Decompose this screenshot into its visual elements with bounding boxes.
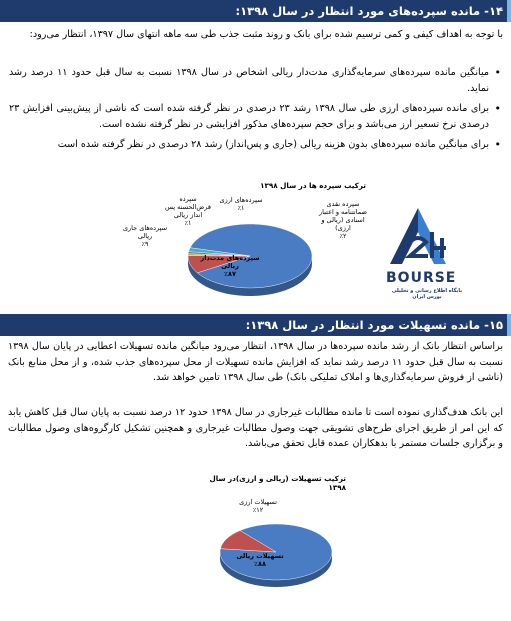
section-15-paragraph-1: براساس انتظار بانک از رشد مانده سپرده‌ها در سال ۱۳۹۸، انتظار می‌رود میانگین مانده تسهیلات اعطایی در پایان سال ۱۳۹۸ نسبت به سال قبل حدود ۱۱ درصد رشد نماید که افزایش مانده تسهیلات از محل سپرده‌های جذب شده، و از محل منابع بانک (ناشی از فروش سرمایه‌گذاری‌ها و املاک تملیکی بانک) طی سال ۱۳۹۸ تامین خواهد شد. <box>8 341 504 383</box>
label-cash-guarantee: سپرده نقدی ضمانتنامه و اعتبار اسنادی (ریالی و ارزی) ٪۲ <box>319 200 367 240</box>
header-accent <box>507 0 511 22</box>
label-fx-deposits: سپرده‌های ارزی ٪۱ <box>219 196 263 212</box>
bullet-item: • برای مانده سپرده‌های ارزی طی سال ۱۳۹۸ رشد ۲۳ درصدی در نظر گرفته شده است که ناشی از پیش‌بینی افزایش ۲۳ درصدی نرخ تسعیر ارز می‌باشد و برای حجم سپرده‌های مذکور افزایشی در نظر گرفته نشده است. <box>9 101 489 132</box>
facilities-pie-chart <box>190 472 350 610</box>
chart-2-title: ترکیب تسهیلات (ریالی و ارزی)در سال ۱۳۹۸ <box>209 474 346 492</box>
section-14-intro: با توجه به اهداف کیفی و کمی ترسیم شده برای بانک و روند مثبت جذب طی سه ماهه انتهای سال ۱۳۹۷، انتظار می‌رود: <box>29 29 503 40</box>
logo-name: BOURSE <box>386 270 457 286</box>
logo-tagline: پایگاه اطلاع رسانی و تحلیلی بورس ایران <box>391 288 463 300</box>
label-fx-facilities: تسهیلات ارزی ٪۱۲ <box>239 498 277 514</box>
label-current-deposits: سپرده‌های جاری ریالی ٪۹ <box>122 224 168 248</box>
chart-1-title: ترکیب سپرده ها در سال ۱۳۹۸ <box>260 181 366 190</box>
section-15-header <box>0 314 511 336</box>
label-term-deposits: سپرده‌های مدت‌دار ریالی ٪۸۷ <box>200 254 260 278</box>
section-15-paragraph-2: این بانک هدف‌گذاری نموده است تا مانده مطالبات غیرجاری در سال ۱۳۹۸ حدود ۱۲ درصد نسبت به پایان سال قبل کاهش یابد که این امر از طریق اجرای طرح‌های تشویقی جهت وصول مطالبات غیرجاری و همچنین تشکیل کارگروه‌های وصول مطالبات و برگزاری جلسات مستمر با بدهکاران عمده قابل تحقق می‌باشد. <box>8 407 503 449</box>
section-14-header <box>0 0 511 22</box>
bullet-item: • میانگین مانده سپرده‌های سرمایه‌گذاری مدت‌دار ریالی اشخاص در سال ۱۳۹۸ نسبت به سال قبل حدود ۱۱ درصد رشد نماید. <box>9 65 489 96</box>
header-accent <box>507 314 511 336</box>
label-rial-facilities: تسهیلات ریالی ٪۸۸ <box>236 552 284 568</box>
section-14-title: ۱۴- مانده سپرده‌های مورد انتظار در سال ۱۳۹۸: <box>235 4 503 18</box>
bullet-item: • برای میانگین مانده سپرده‌های بدون هزینه ریالی (جاری و پس‌انداز) رشد ۲۸ درصدی در نظر گرفته شده است <box>9 137 489 153</box>
bourse-logo <box>388 208 468 298</box>
bourse-logo-icon <box>388 208 468 270</box>
deposits-pie-chart <box>120 178 380 308</box>
section-14-bullets <box>9 65 503 158</box>
section-15-title: ۱۵- مانده تسهیلات مورد انتظار در سال ۱۳۹۸: <box>245 318 503 332</box>
chart-2-svg <box>190 472 350 610</box>
label-qard-deposits: سپرده قرض‌الحسنه پس انداز ریالی ٪۱ <box>165 195 211 227</box>
